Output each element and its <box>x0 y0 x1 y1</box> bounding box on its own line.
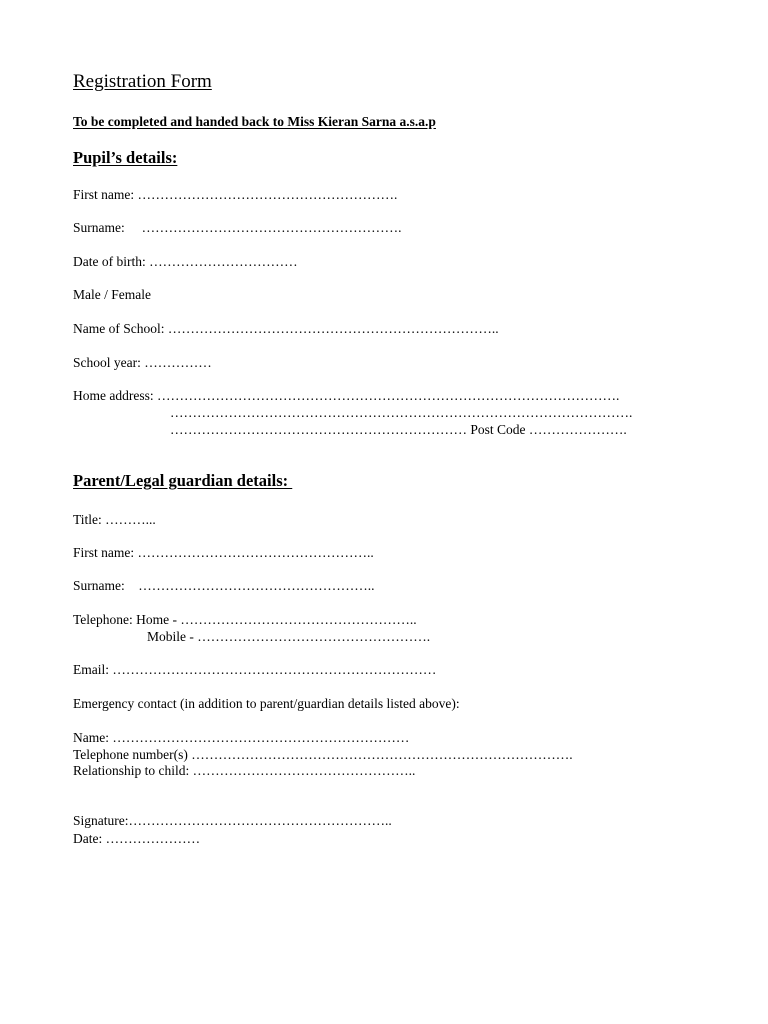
home-address-line-2: …………………………………………………………………………………………. <box>170 405 633 420</box>
telephone-mobile-field: Mobile - ……………………………………………. <box>147 629 431 644</box>
emergency-telephone-field: Telephone number(s) …………………………………………………………………………. <box>73 747 573 762</box>
guardian-title-field: Title: ………... <box>73 512 156 527</box>
pupil-dob-field: Date of birth: …………………………… <box>73 254 298 269</box>
home-address-line-1: Home address: …………………………………………………………………………………………. <box>73 388 620 403</box>
school-name-field: Name of School: ……………………………………………………………….. <box>73 321 499 336</box>
pupil-first-name-field: First name: …………………………………………………. <box>73 187 398 202</box>
emergency-relationship-field: Relationship to child: ………………………………………….. <box>73 763 416 778</box>
form-subtitle: To be completed and handed back to Miss Kieran Sarna a.s.a.p <box>73 114 436 129</box>
home-address-line-3: ………………………………………………………… Post Code …………………. <box>170 422 627 437</box>
emergency-name-field: Name: ………………………………………………………… <box>73 730 410 745</box>
emergency-contact-intro: Emergency contact (in addition to parent/guardian details listed above): <box>73 696 460 711</box>
pupil-details-heading: Pupil’s details: <box>73 148 178 167</box>
school-year-field: School year: …………… <box>73 355 212 370</box>
pupil-surname-field: Surname: …………………………………………………. <box>73 220 402 235</box>
date-field: Date: ………………… <box>73 831 201 846</box>
signature-field: Signature:………………………………………………….. <box>73 813 392 828</box>
guardian-details-heading: Parent/Legal guardian details: <box>73 471 293 490</box>
guardian-email-field: Email: ……………………………………………………………… <box>73 662 437 677</box>
guardian-surname-field: Surname: …………………………………………….. <box>73 578 375 593</box>
telephone-home-field: Telephone: Home - …………………………………………….. <box>73 612 417 627</box>
pupil-gender-field: Male / Female <box>73 287 151 302</box>
guardian-first-name-field: First name: …………………………………………….. <box>73 545 374 560</box>
form-title: Registration Form <box>73 71 212 92</box>
